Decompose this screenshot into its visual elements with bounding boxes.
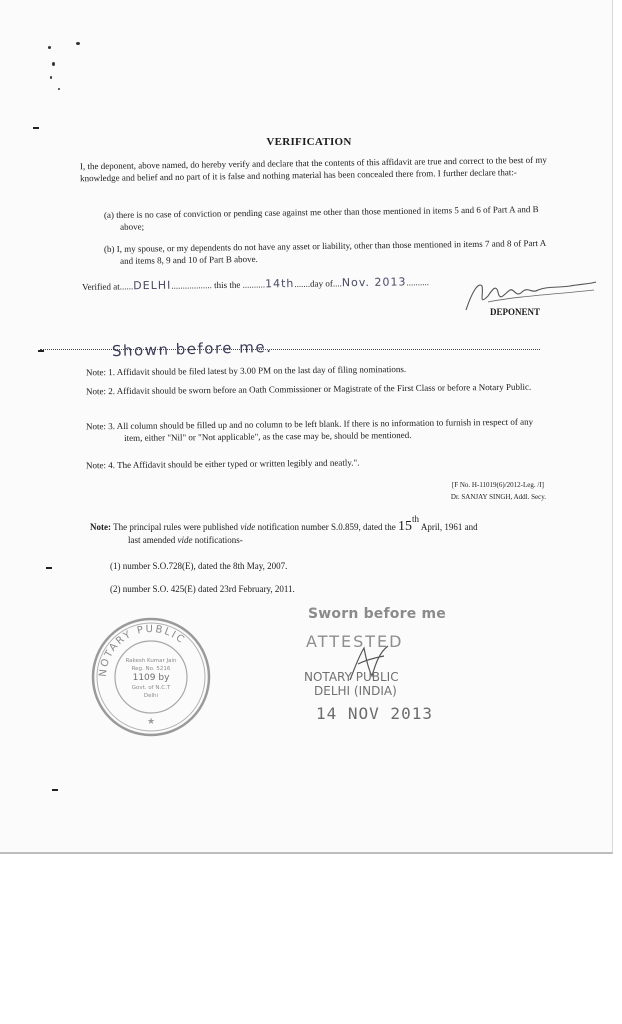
principal-note-line2-a: last amended [128,535,176,545]
principal-note-line2-vide: vide [177,535,193,545]
margin-mark [33,127,39,129]
ink-speck [58,88,60,90]
notary-seal [88,614,214,740]
seal-star-icon: ★ [146,716,156,726]
seal-line-3: 1109 by [132,673,170,683]
note-2 [86,381,536,398]
dotted-leader: .................. [171,280,215,291]
document-title: VERIFICATION [266,136,352,148]
item-b-text: (b) I, my spouse, or my dependents do not have any asset or liability, other than those mentioned in items 7 and 8 of Part A and items 8, 9 and 10 of Part B above. [103,237,546,266]
margin-mark [46,567,52,569]
principal-note-day-suffix: th [412,514,420,524]
dotted-leader: ....... [294,278,311,289]
stamp-notary-public: NOTARY PUBLIC [304,670,399,684]
declaration-paragraph: I, the deponent, above named, do hereby verify and declare that the contents of this affidavit are true and correct to the best of my knowledge and belief and no part of it is false and nothing material has been concealed there from. I further declare that:- [79,154,547,184]
handwritten-sworn-note: Shown before me. [111,337,273,361]
note-3 [86,416,536,445]
day-of-label: day of [310,278,333,289]
note-3-text: Note: 3. All column should be filled up and no column to be left blank. If there is no information to furnish in respect of any item, either "Nil" or "Not applicable", as the case may be, should be mentioned. [85,416,534,443]
deponent-label: DEPONENT [490,307,541,317]
seal-line-2: Reg. No. 5216 [131,666,171,672]
dotted-leader: ...... [119,281,134,292]
verified-day: 14th [264,276,295,291]
seal-line-5: Delhi [143,693,159,699]
seal-line-1: Rakesh Kumar Jain [125,658,177,664]
principal-note-line-2 [90,534,530,547]
verified-line [82,274,502,293]
margin-mark [38,350,44,352]
principal-note-day: 15 [398,519,413,534]
dotted-leader: .......... [406,277,430,288]
verified-month-year: Nov. 2013 [341,275,407,290]
note-2-text: Note: 2. Affidavit should be sworn before an Oath Commissioner or Magistrate of the First Class or before a Notary Public. [85,381,532,397]
amendment-2: (2) number S.O. 425(E) dated 23rd February, 2011. [110,584,295,594]
principal-rules-note [90,513,530,547]
margin-mark [52,789,58,791]
dotted-divider [40,349,540,350]
file-number: [F No. H-11019(6)/2012-Leg. /I] [451,481,544,489]
principal-note-label: Note: [90,522,111,532]
principal-note-text-1: The principal rules were published [113,522,239,532]
verified-place: DELHI [133,278,172,293]
dotted-leader: .... [332,278,342,289]
note-4 [86,455,536,472]
this-the-label: this the [214,279,241,291]
declaration-item-b [104,237,548,267]
seal-line-4: Govt. of N.C.T [131,685,171,691]
note-4-text: Note: 4. The Affidavit should be either typed or written legibly and neatly.". [85,457,360,471]
stamp-delhi-india: DELHI (INDIA) [314,684,397,698]
amendment-1: (1) number S.O.728(E), dated the 8th May, 2007. [110,561,288,571]
ink-speck [52,62,55,66]
declaration-item-a [104,203,548,233]
ink-speck [50,76,52,79]
note-1 [86,362,536,379]
stamp-sworn-before-me: Sworn before me [308,606,446,622]
ink-speck [48,46,51,49]
principal-note-text-2: notification number S.0.859, dated the [257,522,396,532]
item-a-text: (a) there is no case of conviction or pending case against me other than those mentioned in items 5 and 6 of Part A and B above; [103,204,539,232]
principal-note-line2-b: notifications- [194,535,243,545]
verified-at-label: Verified at [81,281,120,292]
principal-note-vide: vide [240,522,256,532]
principal-note-text-3: April, 1961 and [420,522,478,532]
stamp-date: 14 NOV 2013 [316,704,433,723]
note-1-text: Note: 1. Affidavit should be filed latest by 3.00 PM on the last day of filing nominations. [85,364,407,378]
secretary-name: Dr. SANJAY SINGH, Addl. Secy. [450,493,546,501]
dotted-leader: .......... [240,279,266,290]
seal-ring-text: NOTARY PUBLIC [97,623,188,678]
ink-speck [76,42,80,45]
stamp-attested: ATTESTED [306,632,404,651]
